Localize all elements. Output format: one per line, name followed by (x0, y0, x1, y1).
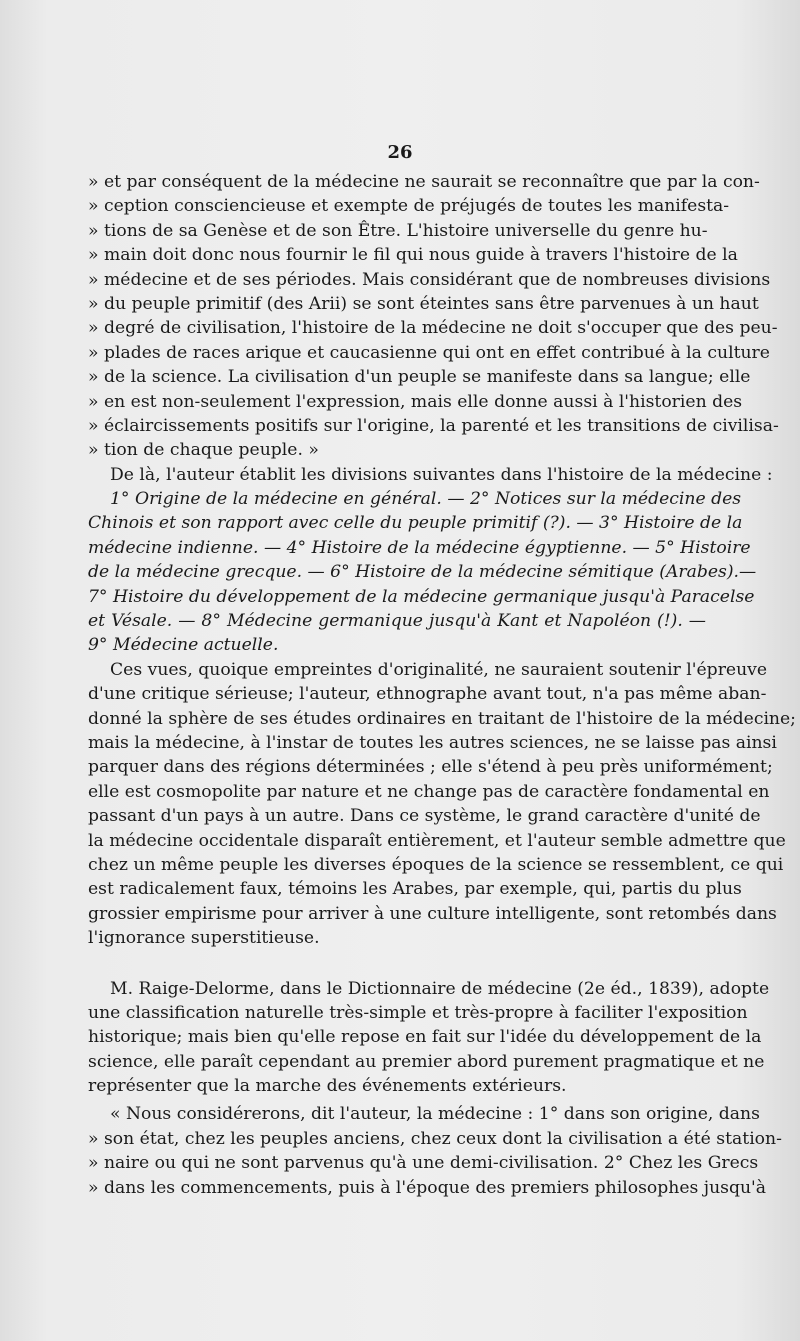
paragraph-raige-delorme (88, 977, 770, 1099)
text-line: » tions de sa Genèse et de son Être. L'histoire universelle du genre hu- (88, 220, 708, 241)
text-line: mais la médecine, à l'instar de toutes les autres sciences, ne se laisse pas ainsi (88, 732, 777, 753)
section-gap (88, 951, 706, 977)
text-line: parquer dans des régions déterminées ; elle s'étend à peu près uniformément; (88, 757, 773, 778)
paragraph-critique (88, 658, 796, 951)
text-line: 9° Médecine actuelle. (88, 635, 279, 656)
text-line: Ces vues, quoique empreintes d'originalité, ne sauraient soutenir l'épreuve (110, 659, 768, 680)
text-line: historique; mais bien qu'elle repose en fait sur l'idée du développement de la (88, 1027, 762, 1048)
text-line: et Vésale. — 8° Médecine germanique jusqu'à Kant et Napoléon (!). — (88, 611, 706, 632)
text-line: de la médecine grecque. — 6° Histoire de la médecine sémitique (Arabes).— (88, 562, 757, 583)
text-line: science, elle paraît cependant au premier abord purement pragmatique et ne (88, 1051, 765, 1072)
body-text (88, 170, 796, 1200)
text-line: » et par conséquent de la médecine ne saurait se reconnaître que par la con- (88, 172, 760, 192)
text-line: la médecine occidentale disparaît entièrement, et l'auteur semble admettre que (88, 830, 786, 851)
text-line: d'une critique sérieuse; l'auteur, ethnographe avant tout, n'a pas même aban- (88, 684, 767, 705)
text-line: » en est non-seulement l'expression, mais elle donne aussi à l'historien des (88, 391, 743, 412)
text-line: » plades de races arique et caucasienne qui ont en effet contribué à la culture (88, 342, 770, 363)
text-line: » du peuple primitif (des Arii) se sont éteintes sans être parvenues à un haut (88, 293, 759, 314)
text-line: « Nous considérerons, dit l'auteur, la médecine : 1° dans son origine, dans (110, 1104, 760, 1125)
text-line: une classification naturelle très-simple et très-propre à faciliter l'exposition (88, 1002, 748, 1023)
paragraph-divisions (88, 463, 773, 658)
text-line: Chinois et son rapport avec celle du peuple primitif (?). — 3° Histoire de la (88, 513, 743, 534)
text-line: est radicalement faux, témoins les Arabes, par exemple, qui, partis du plus (88, 879, 742, 900)
text-line: 7° Histoire du développement de la médecine germanique jusqu'à Paracelse (88, 586, 755, 607)
text-line: l'ignorance superstitieuse. (88, 928, 320, 949)
text-line: passant d'un pays à un autre. Dans ce système, le grand caractère d'unité de (88, 806, 761, 827)
text-line: » degré de civilisation, l'histoire de la médecine ne doit s'occuper que des peu- (88, 318, 778, 339)
page-number: 26 (387, 142, 413, 163)
text-line: grossier empirisme pour arriver à une culture intelligente, sont retombés dans (88, 903, 777, 924)
quote-raige-delorme (88, 1102, 782, 1200)
text-line: médecine indienne. — 4° Histoire de la médecine égyptienne. — 5° Histoire (88, 537, 751, 558)
text-line: » main doit donc nous fournir le fil qui nous guide à travers l'histoire de la (88, 245, 738, 266)
text-line: » ception consciencieuse et exempte de préjugés de toutes les manifesta- (88, 196, 730, 217)
text-line: donné la sphère de ses études ordinaires en traitant de l'histoire de la médecine; (88, 708, 796, 729)
text-line: » dans les commencements, puis à l'époque des premiers philosophes jusqu'à (88, 1177, 767, 1198)
text-line: » naire ou qui ne sont parvenus qu'à une demi-civilisation. 2° Chez les Grecs (88, 1153, 759, 1174)
text-line: » de la science. La civilisation d'un peuple se manifeste dans sa langue; elle (88, 367, 751, 388)
text-line: » son état, chez les peuples anciens, chez ceux dont la civilisation a été station- (88, 1128, 782, 1149)
quote-continuation (88, 170, 779, 463)
text-line: » médecine et de ses périodes. Mais considérant que de nombreuses divisions (88, 269, 771, 290)
text-line: représenter que la marche des événements extérieurs. (88, 1076, 567, 1097)
text-line: elle est cosmopolite par nature et ne change pas de caractère fondamental en (88, 781, 770, 802)
text-line: M. Raige-Delorme, dans le Dictionnaire de médecine (2e éd., 1839), adopte (110, 978, 770, 999)
text-line: 1° Origine de la médecine en général. — 2° Notices sur la médecine des (110, 489, 742, 510)
text-line: » éclaircissements positifs sur l'origine, la parenté et les transitions de civilisa- (88, 415, 779, 436)
text-line: » tion de chaque peuple. » (88, 440, 319, 461)
text-line: chez un même peuple les diverses époques de la science se ressemblent, ce qui (88, 854, 784, 875)
text-line: De là, l'auteur établit les divisions suivantes dans l'histoire de la médecine : (110, 464, 773, 485)
